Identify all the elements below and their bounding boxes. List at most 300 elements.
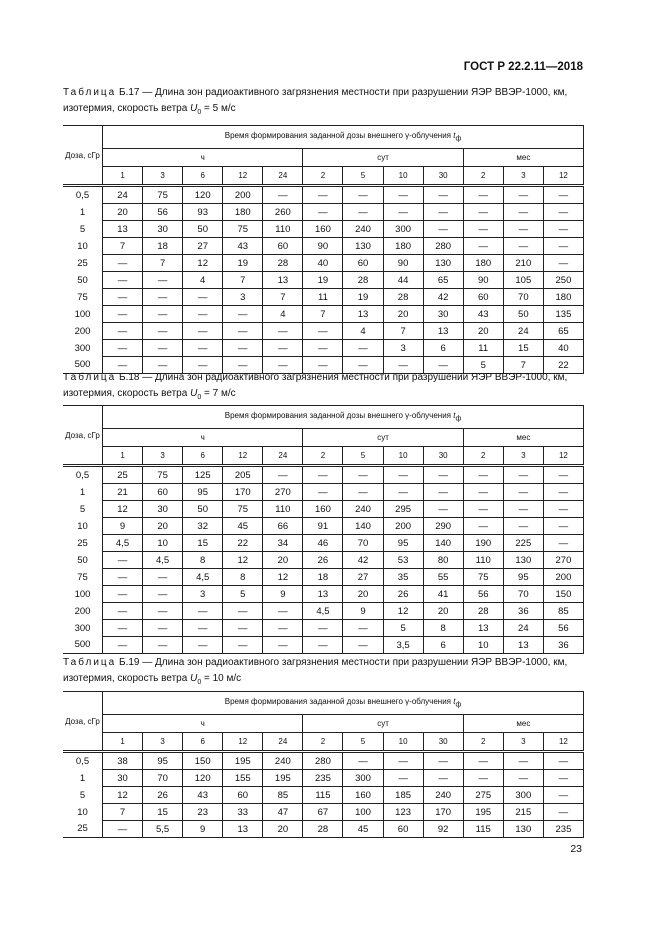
- value-cell: —: [303, 357, 343, 374]
- value-cell: 115: [303, 787, 343, 804]
- value-cell: 45: [223, 518, 263, 535]
- dose-cell: 100: [63, 306, 103, 323]
- standard-header: ГОСТ Р 22.2.11—2018: [463, 61, 583, 73]
- value-cell: 130: [423, 255, 463, 272]
- table-prefix: Таблица: [63, 87, 117, 98]
- column-header: 3: [143, 733, 183, 752]
- column-header: 30: [423, 167, 463, 186]
- value-cell: —: [503, 770, 543, 787]
- value-cell: 300: [383, 221, 423, 238]
- value-cell: —: [303, 637, 343, 654]
- time-label: Время формирования заданной дозы внешнего γ-облучения: [224, 411, 451, 421]
- value-cell: 90: [383, 255, 423, 272]
- value-cell: 28: [383, 289, 423, 306]
- value-cell: —: [183, 323, 223, 340]
- column-header: 6: [183, 733, 223, 752]
- value-cell: 200: [223, 186, 263, 204]
- caption-text: Б.17 — Длина зон радиоактивного загрязнения местности при разрушении ЯЭР ВВЭР-1000, км, изотермия, скорость ветра: [63, 87, 568, 114]
- value-cell: 125: [183, 466, 223, 484]
- value-cell: 95: [143, 752, 183, 770]
- value-cell: 300: [503, 787, 543, 804]
- value-cell: —: [423, 204, 463, 221]
- value-cell: 235: [303, 770, 343, 787]
- value-cell: 3,5: [383, 637, 423, 654]
- value-cell: —: [183, 620, 223, 637]
- value-cell: 110: [263, 221, 303, 238]
- value-cell: —: [543, 221, 583, 238]
- value-cell: —: [503, 221, 543, 238]
- value-cell: —: [343, 204, 383, 221]
- value-cell: 93: [183, 204, 223, 221]
- table-row: [63, 466, 584, 484]
- value-cell: 195: [463, 804, 503, 821]
- value-cell: —: [263, 340, 303, 357]
- value-cell: —: [263, 323, 303, 340]
- value-cell: —: [303, 620, 343, 637]
- value-cell: 9: [263, 586, 303, 603]
- dose-cell: 500: [63, 357, 103, 374]
- value-cell: 60: [343, 255, 383, 272]
- column-header: 3: [503, 733, 543, 752]
- value-cell: —: [223, 306, 263, 323]
- wind-symbol: U: [190, 673, 198, 684]
- time-label: Время формирования заданной дозы внешнего γ-облучения: [224, 131, 451, 141]
- group-header: мес: [463, 429, 583, 447]
- wind-sub: 0: [197, 109, 202, 116]
- value-cell: 12: [103, 787, 143, 804]
- dose-cell: 0,5: [63, 752, 103, 770]
- value-cell: 30: [143, 221, 183, 238]
- table-row: [63, 770, 584, 787]
- value-cell: 170: [423, 804, 463, 821]
- value-cell: 70: [503, 289, 543, 306]
- value-cell: 110: [463, 552, 503, 569]
- value-cell: 23: [183, 804, 223, 821]
- value-cell: —: [343, 466, 383, 484]
- value-cell: 13: [223, 821, 263, 838]
- value-cell: 45: [343, 821, 383, 838]
- table-caption: [63, 655, 585, 691]
- value-cell: 190: [463, 535, 503, 552]
- value-cell: 60: [383, 821, 423, 838]
- value-cell: 4,5: [143, 552, 183, 569]
- column-header: 2: [463, 167, 503, 186]
- table-caption: [63, 370, 585, 406]
- value-cell: —: [303, 340, 343, 357]
- value-cell: —: [543, 770, 583, 787]
- table-row: [63, 484, 584, 501]
- dose-cell: 50: [63, 552, 103, 569]
- value-cell: 240: [423, 787, 463, 804]
- value-cell: 240: [263, 752, 303, 770]
- value-cell: —: [423, 501, 463, 518]
- value-cell: 70: [343, 535, 383, 552]
- value-cell: 240: [343, 501, 383, 518]
- column-header: 3: [143, 447, 183, 466]
- column-header: 2: [463, 733, 503, 752]
- value-cell: —: [303, 323, 343, 340]
- value-cell: 55: [423, 569, 463, 586]
- value-cell: 24: [503, 323, 543, 340]
- value-cell: —: [143, 340, 183, 357]
- dose-cell: 75: [63, 569, 103, 586]
- value-cell: —: [503, 752, 543, 770]
- value-cell: 5,5: [143, 821, 183, 838]
- value-cell: 210: [503, 255, 543, 272]
- value-cell: —: [103, 821, 143, 838]
- value-cell: 20: [263, 821, 303, 838]
- value-cell: 180: [383, 238, 423, 255]
- value-cell: 56: [463, 586, 503, 603]
- value-cell: —: [503, 204, 543, 221]
- column-header: 12: [223, 167, 263, 186]
- value-cell: 28: [343, 272, 383, 289]
- value-cell: —: [423, 357, 463, 374]
- value-cell: —: [263, 186, 303, 204]
- column-header: 6: [183, 167, 223, 186]
- value-cell: 12: [383, 603, 423, 620]
- dose-header: Доза, сГр: [63, 126, 103, 186]
- column-header: 2: [303, 447, 343, 466]
- value-cell: 19: [303, 272, 343, 289]
- column-header: 30: [423, 733, 463, 752]
- value-cell: 70: [143, 770, 183, 787]
- value-cell: 235: [543, 821, 583, 838]
- value-cell: —: [543, 466, 583, 484]
- dose-cell: 5: [63, 221, 103, 238]
- value-cell: —: [103, 357, 143, 374]
- value-cell: —: [463, 204, 503, 221]
- dose-cell: 500: [63, 637, 103, 654]
- value-cell: 20: [143, 518, 183, 535]
- value-cell: —: [543, 238, 583, 255]
- table-row: [63, 518, 584, 535]
- value-cell: —: [503, 518, 543, 535]
- value-cell: 30: [103, 770, 143, 787]
- column-header: 1: [103, 167, 143, 186]
- value-cell: 56: [543, 620, 583, 637]
- value-cell: 8: [183, 552, 223, 569]
- value-cell: 180: [543, 289, 583, 306]
- value-cell: 21: [103, 484, 143, 501]
- value-cell: 270: [543, 552, 583, 569]
- value-cell: —: [223, 603, 263, 620]
- value-cell: 130: [343, 238, 383, 255]
- column-header: 12: [223, 733, 263, 752]
- table-prefix: Таблица: [63, 372, 117, 383]
- value-cell: 43: [223, 238, 263, 255]
- value-cell: 40: [303, 255, 343, 272]
- value-cell: —: [383, 204, 423, 221]
- value-cell: —: [503, 466, 543, 484]
- value-cell: 110: [263, 501, 303, 518]
- column-header: 30: [423, 447, 463, 466]
- value-cell: 32: [183, 518, 223, 535]
- value-cell: 35: [383, 569, 423, 586]
- value-cell: —: [103, 306, 143, 323]
- value-cell: —: [263, 357, 303, 374]
- value-cell: —: [183, 637, 223, 654]
- wind-sub: 0: [197, 394, 202, 401]
- table-row: [63, 804, 584, 821]
- dose-table: [63, 125, 584, 374]
- value-cell: 53: [383, 552, 423, 569]
- value-cell: 280: [423, 238, 463, 255]
- wind-value: = 5 м/с: [204, 103, 236, 114]
- value-cell: 13: [303, 586, 343, 603]
- value-cell: 18: [303, 569, 343, 586]
- column-header: 5: [343, 447, 383, 466]
- value-cell: —: [263, 637, 303, 654]
- caption-text: Б.19 — Длина зон радиоактивного загрязнения местности при разрушении ЯЭР ВВЭР-1000, км, изотермия, скорость ветра: [63, 657, 568, 684]
- value-cell: 105: [503, 272, 543, 289]
- value-cell: 11: [463, 340, 503, 357]
- value-cell: 30: [143, 501, 183, 518]
- table-row: [63, 306, 584, 323]
- table-row: [63, 603, 584, 620]
- value-cell: —: [343, 637, 383, 654]
- value-cell: 27: [183, 238, 223, 255]
- value-cell: 290: [423, 518, 463, 535]
- value-cell: —: [343, 340, 383, 357]
- value-cell: 41: [423, 586, 463, 603]
- column-header: 10: [383, 447, 423, 466]
- value-cell: —: [383, 186, 423, 204]
- value-cell: —: [143, 272, 183, 289]
- value-cell: —: [463, 186, 503, 204]
- value-cell: —: [503, 238, 543, 255]
- value-cell: 4: [263, 306, 303, 323]
- column-header: 24: [263, 167, 303, 186]
- value-cell: 7: [383, 323, 423, 340]
- table-row: [63, 238, 584, 255]
- value-cell: 13: [463, 620, 503, 637]
- value-cell: —: [423, 484, 463, 501]
- value-cell: 33: [223, 804, 263, 821]
- wind-value: = 10 м/с: [204, 673, 242, 684]
- value-cell: —: [303, 466, 343, 484]
- dose-cell: 25: [63, 535, 103, 552]
- dose-cell: 5: [63, 787, 103, 804]
- value-cell: —: [543, 787, 583, 804]
- value-cell: 140: [423, 535, 463, 552]
- value-cell: —: [183, 289, 223, 306]
- value-cell: —: [143, 637, 183, 654]
- value-cell: 42: [423, 289, 463, 306]
- table-row: [63, 787, 584, 804]
- value-cell: 12: [263, 569, 303, 586]
- value-cell: —: [143, 306, 183, 323]
- value-cell: —: [463, 518, 503, 535]
- value-cell: —: [103, 569, 143, 586]
- value-cell: —: [223, 323, 263, 340]
- value-cell: 13: [103, 221, 143, 238]
- time-header: [103, 406, 584, 429]
- group-header: мес: [463, 149, 583, 167]
- value-cell: 155: [223, 770, 263, 787]
- group-header: ч: [103, 149, 303, 167]
- value-cell: 205: [223, 466, 263, 484]
- dose-cell: 1: [63, 770, 103, 787]
- time-sub: ф: [455, 701, 462, 709]
- dose-cell: 0,5: [63, 466, 103, 484]
- value-cell: 4,5: [103, 535, 143, 552]
- value-cell: —: [383, 466, 423, 484]
- table-row: [63, 620, 584, 637]
- value-cell: 170: [223, 484, 263, 501]
- value-cell: 19: [223, 255, 263, 272]
- value-cell: —: [223, 620, 263, 637]
- group-header: ч: [103, 429, 303, 447]
- column-header: 24: [263, 733, 303, 752]
- value-cell: —: [503, 484, 543, 501]
- column-header: 3: [503, 447, 543, 466]
- value-cell: 28: [463, 603, 503, 620]
- value-cell: 7: [503, 357, 543, 374]
- group-header: сут: [303, 429, 463, 447]
- wind-symbol: U: [190, 103, 198, 114]
- value-cell: —: [103, 289, 143, 306]
- column-header: 24: [263, 447, 303, 466]
- value-cell: —: [543, 752, 583, 770]
- value-cell: —: [143, 603, 183, 620]
- value-cell: —: [423, 770, 463, 787]
- table-row: [63, 535, 584, 552]
- value-cell: —: [543, 255, 583, 272]
- dose-cell: 5: [63, 501, 103, 518]
- column-header: 3: [503, 167, 543, 186]
- column-header: 2: [463, 447, 503, 466]
- value-cell: 215: [503, 804, 543, 821]
- value-cell: 15: [143, 804, 183, 821]
- value-cell: 6: [423, 637, 463, 654]
- value-cell: 20: [463, 323, 503, 340]
- value-cell: 65: [423, 272, 463, 289]
- column-header: 2: [303, 733, 343, 752]
- value-cell: —: [343, 484, 383, 501]
- dose-table: [63, 691, 584, 838]
- value-cell: —: [183, 603, 223, 620]
- column-header: 6: [183, 447, 223, 466]
- value-cell: —: [543, 535, 583, 552]
- column-header: 12: [543, 447, 583, 466]
- value-cell: 19: [343, 289, 383, 306]
- value-cell: 20: [343, 586, 383, 603]
- table-caption: [63, 85, 585, 121]
- value-cell: 26: [303, 552, 343, 569]
- value-cell: 60: [143, 484, 183, 501]
- value-cell: 123: [383, 804, 423, 821]
- dose-cell: 200: [63, 323, 103, 340]
- value-cell: 36: [503, 603, 543, 620]
- value-cell: 50: [503, 306, 543, 323]
- column-header: 10: [383, 733, 423, 752]
- value-cell: —: [463, 484, 503, 501]
- dose-cell: 0,5: [63, 186, 103, 204]
- dose-cell: 100: [63, 586, 103, 603]
- value-cell: —: [343, 357, 383, 374]
- value-cell: 135: [543, 306, 583, 323]
- value-cell: 22: [543, 357, 583, 374]
- table-row: [63, 221, 584, 238]
- value-cell: 95: [183, 484, 223, 501]
- value-cell: —: [503, 186, 543, 204]
- table-row: [63, 821, 584, 838]
- column-header: 2: [303, 167, 343, 186]
- value-cell: —: [383, 770, 423, 787]
- value-cell: 100: [343, 804, 383, 821]
- dose-cell: 10: [63, 804, 103, 821]
- time-header: [103, 126, 584, 149]
- value-cell: 90: [303, 238, 343, 255]
- value-cell: 60: [463, 289, 503, 306]
- value-cell: —: [463, 221, 503, 238]
- value-cell: 7: [263, 289, 303, 306]
- value-cell: 67: [303, 804, 343, 821]
- value-cell: 91: [303, 518, 343, 535]
- value-cell: —: [343, 620, 383, 637]
- value-cell: 160: [303, 221, 343, 238]
- value-cell: —: [383, 752, 423, 770]
- value-cell: —: [143, 357, 183, 374]
- column-header: 12: [223, 447, 263, 466]
- dose-cell: 200: [63, 603, 103, 620]
- value-cell: 180: [463, 255, 503, 272]
- value-cell: 20: [103, 204, 143, 221]
- value-cell: —: [223, 340, 263, 357]
- value-cell: 28: [303, 821, 343, 838]
- value-cell: 5: [383, 620, 423, 637]
- value-cell: 22: [223, 535, 263, 552]
- value-cell: —: [543, 501, 583, 518]
- value-cell: 13: [263, 272, 303, 289]
- value-cell: 120: [183, 186, 223, 204]
- value-cell: 18: [143, 238, 183, 255]
- value-cell: —: [303, 204, 343, 221]
- value-cell: 300: [343, 770, 383, 787]
- value-cell: —: [543, 484, 583, 501]
- time-label: Время формирования заданной дозы внешнего γ-облучения: [224, 697, 451, 707]
- value-cell: —: [103, 552, 143, 569]
- value-cell: 240: [343, 221, 383, 238]
- value-cell: 3: [383, 340, 423, 357]
- value-cell: 11: [303, 289, 343, 306]
- dose-header: Доза, сГр: [63, 406, 103, 466]
- dose-cell: 1: [63, 484, 103, 501]
- value-cell: 85: [543, 603, 583, 620]
- table-row: [63, 289, 584, 306]
- value-cell: 44: [383, 272, 423, 289]
- time-symbol: t: [453, 131, 456, 141]
- value-cell: 75: [143, 186, 183, 204]
- value-cell: —: [423, 186, 463, 204]
- value-cell: 43: [463, 306, 503, 323]
- wind-symbol: U: [190, 388, 198, 399]
- value-cell: —: [143, 586, 183, 603]
- value-cell: 26: [143, 787, 183, 804]
- value-cell: —: [183, 357, 223, 374]
- column-header: 12: [543, 167, 583, 186]
- value-cell: 4: [343, 323, 383, 340]
- value-cell: 75: [143, 466, 183, 484]
- value-cell: 12: [223, 552, 263, 569]
- value-cell: 150: [183, 752, 223, 770]
- value-cell: 95: [383, 535, 423, 552]
- column-header: 12: [543, 733, 583, 752]
- value-cell: 160: [303, 501, 343, 518]
- value-cell: —: [463, 501, 503, 518]
- dose-cell: 10: [63, 518, 103, 535]
